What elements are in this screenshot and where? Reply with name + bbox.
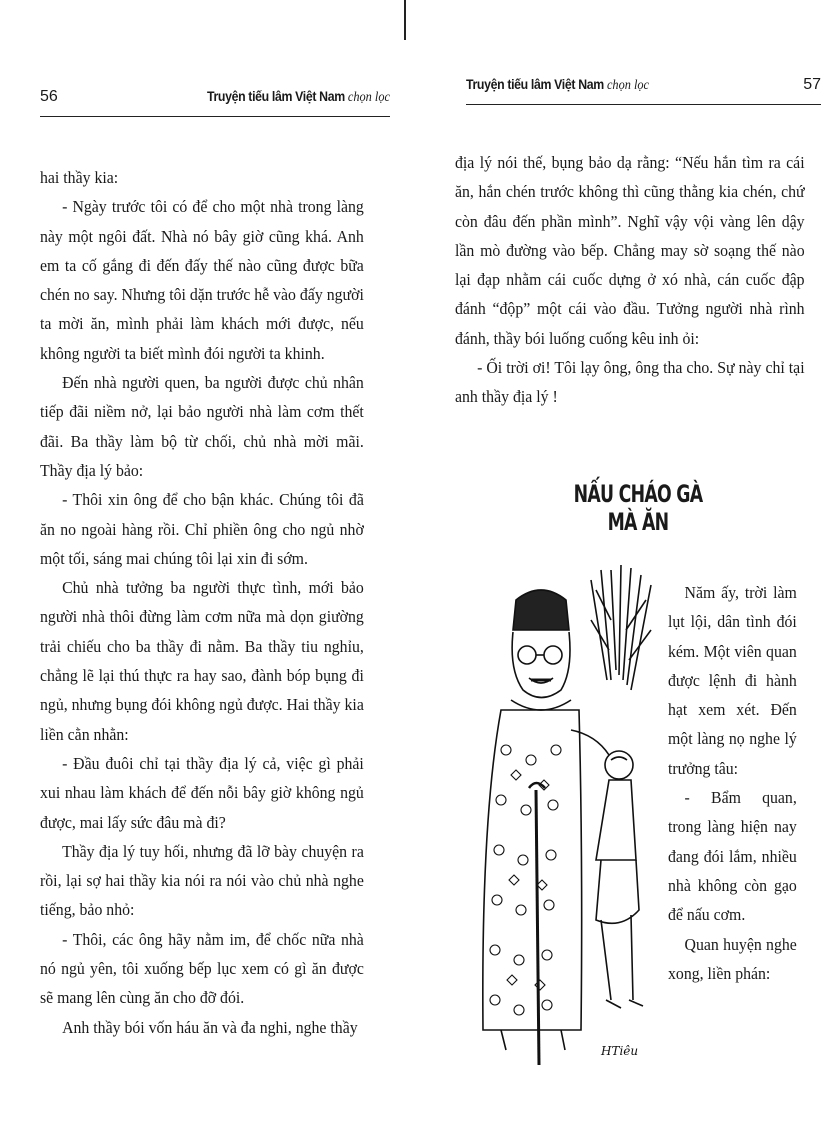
paragraph: Chủ nhà tưởng ba người thực tình, mới bảo người nhà thôi đừng làm cơm nữa mà dọn giường trải chiếu cho ba thầy đi nằm. Ba thầy tiu nghỉu, chẳng lẽ lại thú thực ra hay sao, đành bóp bụng đi ngủ, nhưng bụng đói không ngủ được. Hai thầy kia liền cằn nhằn:: [40, 578, 364, 744]
paragraph: Thầy địa lý tuy hối, nhưng đã lỡ bày chuyện ra rồi, lại sợ hai thầy kia nói ra nói vào chủ nhà nghe tiếng, bảo nhỏ:: [40, 841, 364, 920]
paragraph: Năm ấy, trời làm lụt lội, dân tình đói kém. Một viên quan được lệnh đi hành hạt xem xét. Đến một làng nọ nghe lý trưởng tâu:: [668, 583, 797, 778]
running-title-sub: chọn lọc: [606, 78, 650, 93]
paragraph: địa lý nói thế, bụng bảo dạ rằng: “Nếu hắn tìm ra cái ăn, hắn chén trước không thì cũng thằng kia chén, chứ còn đâu đến phần mình”. Nghĩ vậy vội vàng lên dậy lần mò đường vào bếp. Chẳng may sờ soạng thế nào lại đạp nhằm cái cuốc dựng ở xó nhà, cán cuốc đập đánh “độp” một cái vào đầu. Tưởng người nhà rình đánh, thầy bói luống cuống kêu inh ỏi:: [455, 153, 805, 348]
left-page-header: [40, 88, 390, 117]
paragraph: - Ối trời ơi! Tôi lạy ông, ông tha cho. Sự này chỉ tại anh thầy địa lý !: [455, 358, 805, 407]
story-title: NẤU CHÁO GÀ MÀ ĂN: [573, 480, 703, 536]
paragraph: Quan huyện nghe xong, liền phán:: [668, 934, 797, 983]
running-title-main: Truyện tiếu lâm Việt Nam: [466, 76, 604, 92]
left-page: [0, 0, 408, 1123]
page-number: 56: [40, 88, 58, 105]
paragraph: Anh thầy bói vốn háu ăn và đa nghi, nghe thầy: [62, 1017, 358, 1037]
paragraph: - Thôi, các ông hãy nằm im, để chốc nữa nhà nó ngủ yên, tôi xuống bếp lục xem có gì ăn được sẽ mang lên cùng ăn cho đỡ đói.: [40, 929, 364, 1008]
running-title-sub: chọn lọc: [347, 90, 390, 105]
paragraph: - Đầu đuôi chỉ tại thầy địa lý cả, việc gì phải xui nhau làm khách để đến nỗi bây giờ không ngủ được, mai lấy sức đâu mà đi?: [40, 753, 364, 832]
story-side-text: [668, 578, 797, 988]
right-page-body: [455, 148, 805, 412]
right-page-header: [466, 76, 821, 105]
running-title: [466, 76, 649, 94]
paragraph: - Ngày trước tôi có để cho một nhà trong làng này một ngôi đất. Nhà nó bây giờ cũng khá. Anh em ta cố gắng đi đến đấy thế nào cũng được bữa chén no say. Nhưng tôi dặn trước hễ vào đấy người ta mời ăn, mình phải làm khách mới được, nếu không người ta biết mình đói người ta khinh.: [40, 197, 364, 363]
story-illustration: [461, 560, 661, 1070]
paragraph: hai thầy kia:: [40, 168, 119, 187]
page-number: 57: [803, 76, 821, 93]
right-page: [408, 0, 821, 1123]
paragraph: - Bẩm quan, trong làng hiện nay đang đói lắm, nhiều nhà không còn gạo để nấu cơm.: [668, 788, 797, 925]
left-page-body: [40, 163, 364, 1042]
paragraph: Đến nhà người quen, ba người được chủ nhân tiếp đãi niềm nở, lại bảo người nhà làm cơm thết đãi. Ba thầy làm bộ từ chối, chủ nhà mời mãi. Thầy địa lý bảo:: [40, 373, 364, 480]
illustration-signature: HTiêu: [601, 1044, 639, 1058]
spine-line: [404, 0, 406, 40]
paragraph: - Thôi xin ông để cho bận khác. Chúng tôi đã ăn no ngoài hàng rồi. Chỉ phiền ông cho ngủ nhờ một tối, sáng mai chúng tôi lại xin đi sớm.: [40, 490, 364, 568]
running-title: [207, 88, 390, 106]
running-title-main: Truyện tiếu lâm Việt Nam: [206, 88, 345, 104]
